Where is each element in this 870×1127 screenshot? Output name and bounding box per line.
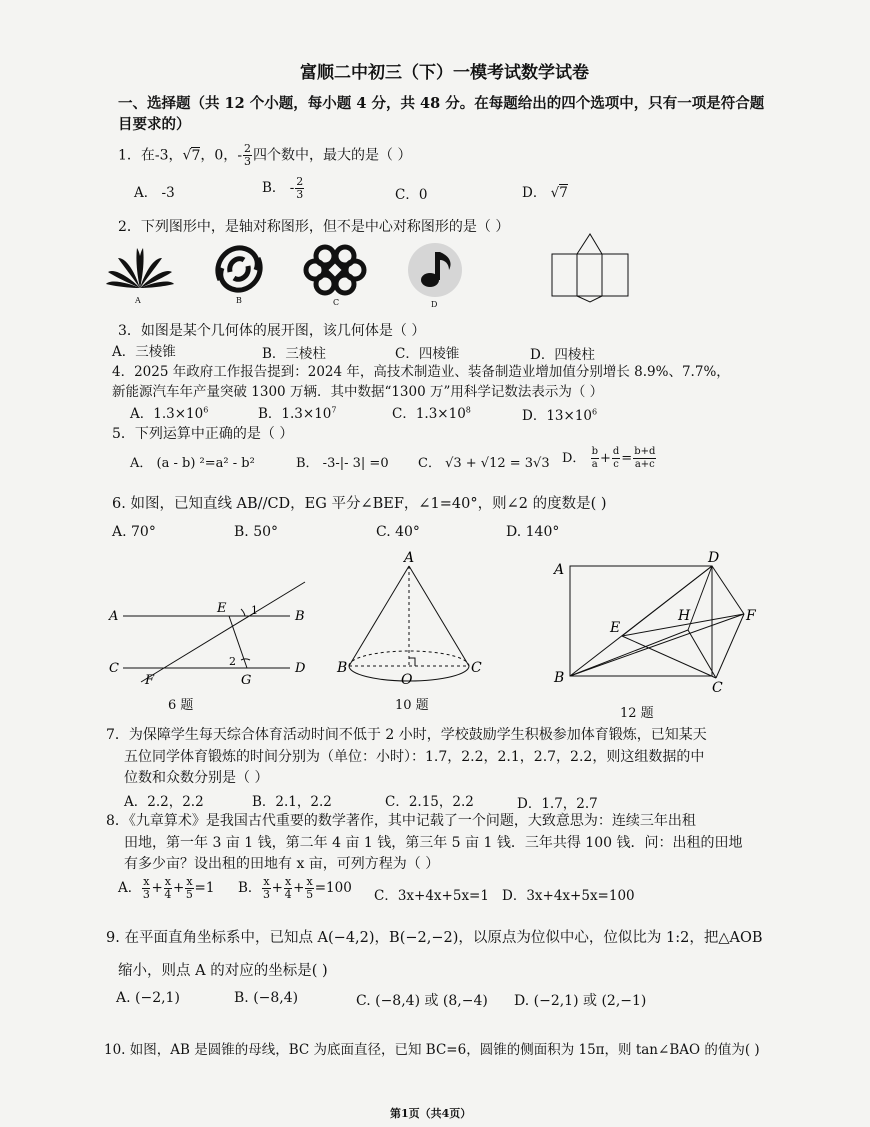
question-7-cont: 五位同学体育锻炼的时间分别为（单位：小时）：1.7，2.2，2.1，2.7，2.2，则这组数据的中 xyxy=(124,749,705,765)
question-7: 7．为保障学生每天综合体育活动时间不低于 2 小时，学校鼓励学生积极参加体育锻炼，已知某天 xyxy=(106,727,707,743)
q7-option-a: A．2.2，2.2 xyxy=(124,794,204,810)
huawei-logo-icon xyxy=(105,240,175,302)
label-F: F xyxy=(746,608,756,624)
q6-option-c: C. 40° xyxy=(376,524,420,540)
q2-label-b: B xyxy=(236,296,242,305)
question-8-cont: 田地，第一年 3 亩 1 钱，第二年 4 亩 1 钱，第三年 5 亩 1 钱．三年共得 100 钱．问：出租的田地 xyxy=(124,835,743,851)
q4-option-a: A．$1.3\times 10^6$ xyxy=(130,405,209,422)
music-note-logo-icon xyxy=(405,240,465,300)
q4-option-c: C．$1.3\times 10^8$ xyxy=(392,405,471,422)
question-7-cont2: 位数和众数分别是（ ） xyxy=(124,770,269,786)
q6-option-a: A. 70° xyxy=(112,524,156,540)
question-9-cont: 缩小，则点 A 的对应的坐标是( ) xyxy=(118,963,328,979)
q4-option-b: B．$1.3\times 10^7$ xyxy=(258,405,337,422)
q2-label-d: D xyxy=(431,300,438,309)
label-C: C xyxy=(109,661,119,676)
q7-option-c: C．2.15，2.2 xyxy=(385,794,474,810)
label-B: B xyxy=(337,660,348,676)
page-title: 富顺二中初三（下）一模考试数学试卷 xyxy=(300,63,589,83)
q8-option-c: C．3x+4x+5x=1 xyxy=(374,888,489,904)
label-B: B xyxy=(554,670,565,686)
china-mobile-logo-icon xyxy=(210,240,268,298)
question-8-cont2: 有多少亩？设出租的田地有 x 亩，可列方程为（ ） xyxy=(124,856,440,872)
q3-option-d: D．四棱柱 xyxy=(530,347,595,363)
section-header: 一、选择题（共 12 个小题，每小题 4 分，共 48 分。在每题给出的四个选项中，只有一项是符合题 xyxy=(118,95,765,112)
q1-sign: - xyxy=(237,147,243,164)
sqrt-symbol: √ xyxy=(182,147,192,164)
figure-12-caption: 12 题 xyxy=(620,706,654,721)
section-header-cont: 目要求的） xyxy=(118,116,191,133)
q5-option-c: C． √3 + √12 = 3√3 xyxy=(418,456,550,471)
q2-label-c: C xyxy=(333,298,340,307)
question-6: 6. 如图，已知直线 AB//CD，EG 平分∠BEF，∠1=40°，则∠2 的度数是( ) xyxy=(112,496,607,512)
label-F: F xyxy=(145,673,155,688)
q5-option-a: A． (a - b) ²=a² - b² xyxy=(130,456,255,471)
q1-option-c: C．0 xyxy=(395,187,428,203)
q8-option-d: D．3x+4x+5x=100 xyxy=(502,888,635,904)
q7-option-d: D．1.7，2.7 xyxy=(517,796,598,812)
figure-10-caption: 10 题 xyxy=(395,698,429,713)
question-9: 9. 在平面直角坐标系中，已知点 A(−4,2)，B(−2,−2)，以原点为位似中心，位似比为 1:2，把△AOB xyxy=(106,930,763,946)
question-4: 4．2025 年政府工作报告提到：2024 年，高技术制造业、装备制造业增加值分别增长 8.9%、7.7%， xyxy=(112,364,730,380)
label-O: O xyxy=(401,672,413,688)
figure-12-rectangle-fold xyxy=(548,550,768,700)
q4-option-d: D．$13\times 10^6$ xyxy=(522,407,598,424)
question-3: 3．如图是某个几何体的展开图，该几何体是（ ） xyxy=(118,323,426,339)
q1-option-a: A． -3 xyxy=(134,185,175,201)
figure-6-parallel-lines xyxy=(105,570,325,690)
q8-option-a: A． $\frac{x}{3}$ + $\frac{x}{4}$ + $\frac{x}{5}$ =1 xyxy=(118,875,215,901)
label-H: H xyxy=(678,608,691,624)
q1-fraction: $\frac{2}{3}$ xyxy=(244,142,252,168)
china-unicom-logo-icon xyxy=(303,240,367,300)
label-A: A xyxy=(109,609,119,624)
label-E: E xyxy=(610,620,621,636)
q9-option-b: B. (−8,4) xyxy=(234,990,299,1006)
question-8: 8．《九章算术》是我国古代重要的数学著作，其中记载了一个问题，大致意思为：连续三年出租 xyxy=(106,813,696,829)
question-1 xyxy=(118,143,412,168)
question-10: 10. 如图，AB 是圆锥的母线，BC 为底面直径，已知 BC=6，圆锥的侧面积为 15π，则 tan∠BAO 的值为( ) xyxy=(104,1042,760,1058)
label-angle-1: 1 xyxy=(251,604,258,617)
q7-option-b: B．2.1，2.2 xyxy=(252,794,332,810)
q1-text: 1．在-3， xyxy=(118,147,183,164)
page-footer: 第1页（共4页） xyxy=(390,1107,472,1120)
q1-option-d: D． √7 xyxy=(522,185,568,201)
question-4-cont: 新能源汽车年产量突破 1300 万辆．其中数据“1300 万”用科学记数法表示为（ ） xyxy=(112,384,604,400)
q2-label-a: A xyxy=(135,296,141,305)
prism-net-figure xyxy=(550,232,630,304)
q8-option-b: B． $\frac{x}{3}$ + $\frac{x}{4}$ + $\frac{x}{5}$ =100 xyxy=(238,875,352,901)
question-5: 5．下列运算中正确的是（ ） xyxy=(112,426,294,442)
label-E: E xyxy=(217,601,227,616)
label-C: C xyxy=(712,680,723,696)
question-2: 2．下列图形中，是轴对称图形，但不是中心对称图形的是（ ） xyxy=(118,219,510,235)
q6-option-d: D. 140° xyxy=(506,524,560,540)
label-D: D xyxy=(295,661,306,676)
label-B: B xyxy=(295,609,305,624)
label-A: A xyxy=(404,550,415,566)
q3-option-c: C．四棱锥 xyxy=(395,346,460,362)
figure-6-caption: 6 题 xyxy=(168,698,194,713)
label-A: A xyxy=(554,562,565,578)
label-G: G xyxy=(241,673,252,688)
label-angle-2: 2 xyxy=(229,655,236,668)
q5-option-b: B． -3-|- 3| =0 xyxy=(296,456,389,471)
label-D: D xyxy=(708,550,720,566)
q9-option-a: A. (−2,1) xyxy=(116,990,180,1006)
q1-option-b: B． - $\frac{2}{3}$ xyxy=(262,175,304,201)
q9-option-c: C. (−8,4) 或 (8,−4) xyxy=(356,993,488,1009)
q3-option-b: B．三棱柱 xyxy=(262,346,326,362)
q9-option-d: D. (−2,1) 或 (2,−1) xyxy=(514,993,647,1009)
q1-text: 四个数中，最大的是（ ） xyxy=(253,147,412,164)
label-C: C xyxy=(471,660,482,676)
q3-option-a: A．三棱锥 xyxy=(112,344,176,360)
q5-option-d: D． $\frac{b}{a}$ + $\frac{d}{c}$ = $\frac{b+d}{a+c}$ xyxy=(562,446,656,470)
q1-text: ，0， xyxy=(200,147,238,164)
q1-sqrt-arg: 7 xyxy=(191,147,201,164)
q6-option-b: B. 50° xyxy=(234,524,279,540)
figure-10-cone xyxy=(335,548,485,694)
